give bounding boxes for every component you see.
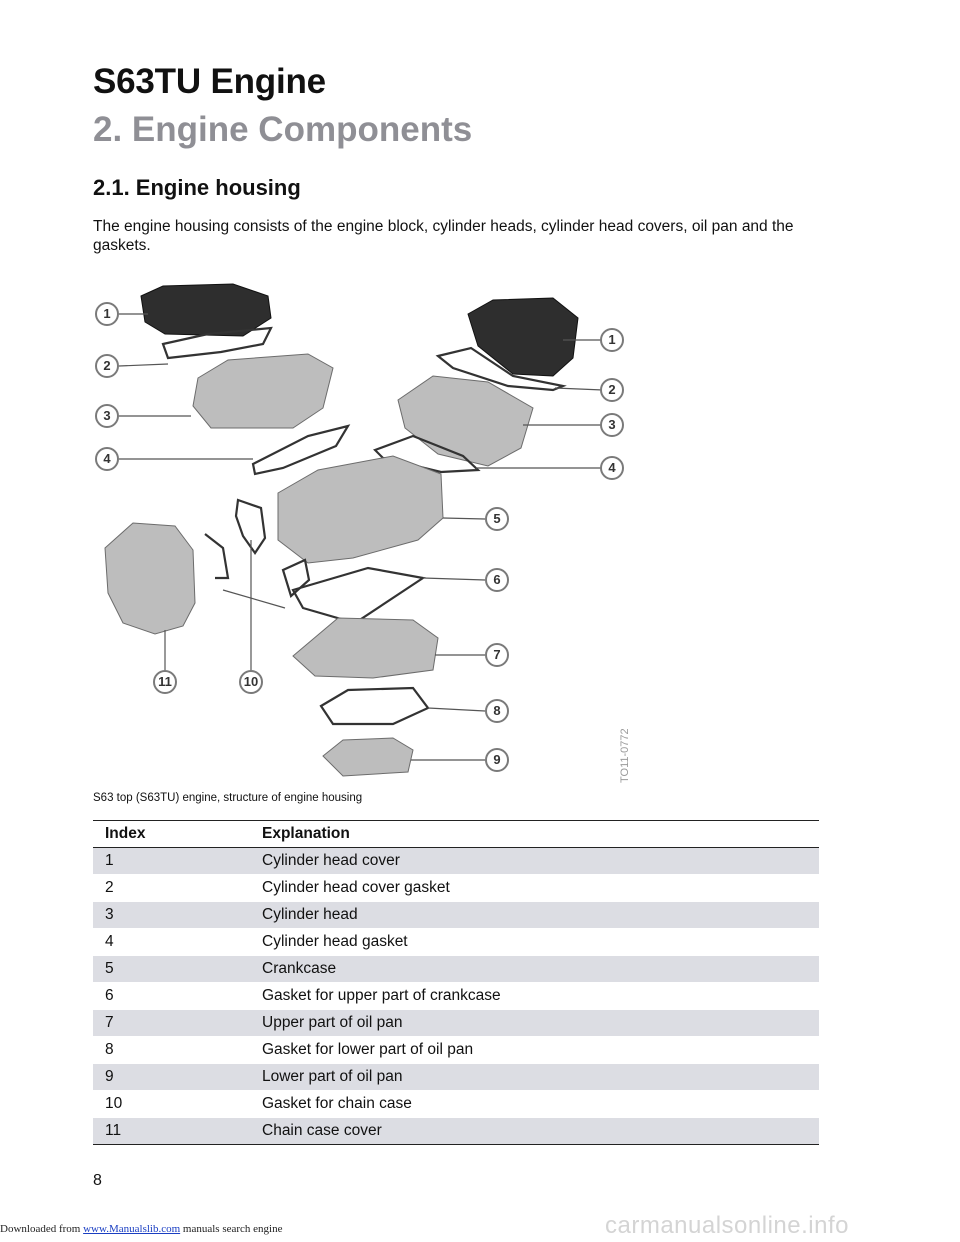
row-index: 9 bbox=[93, 1064, 250, 1091]
download-footer bbox=[0, 1223, 282, 1235]
figure-caption: S63 top (S63TU) engine, structure of engine housing bbox=[93, 792, 363, 804]
lower-oil-pan-gasket bbox=[321, 688, 428, 724]
left-cylinder-head bbox=[193, 354, 333, 428]
page-number: 8 bbox=[93, 1172, 102, 1189]
svg-text:6: 6 bbox=[493, 572, 501, 587]
row-index: 8 bbox=[93, 1037, 250, 1064]
svg-text:7: 7 bbox=[493, 647, 501, 662]
upper-crankcase-gasket bbox=[293, 568, 423, 623]
svg-text:2: 2 bbox=[103, 358, 111, 373]
row-explanation: Gasket for chain case bbox=[250, 1091, 819, 1118]
row-index: 11 bbox=[93, 1118, 250, 1145]
row-index: 3 bbox=[93, 902, 250, 929]
row-index: 5 bbox=[93, 956, 250, 983]
row-index: 2 bbox=[93, 875, 250, 902]
site-watermark: carmanualsonline.info bbox=[605, 1212, 849, 1239]
svg-text:1: 1 bbox=[103, 306, 111, 321]
row-index: 10 bbox=[93, 1091, 250, 1118]
callout-2-left bbox=[96, 355, 118, 377]
footer-suffix: manuals search engine bbox=[180, 1223, 283, 1235]
callout-9 bbox=[486, 749, 508, 771]
table-row bbox=[93, 1118, 819, 1145]
section-title: 2.1. Engine housing bbox=[93, 175, 301, 200]
legend-header-explanation: Explanation bbox=[250, 821, 819, 848]
row-explanation: Cylinder head cover gasket bbox=[250, 875, 819, 902]
row-explanation: Crankcase bbox=[250, 956, 819, 983]
chapter-title: 2. Engine Components bbox=[93, 110, 473, 149]
right-cylinder-head bbox=[398, 376, 533, 466]
row-explanation: Upper part of oil pan bbox=[250, 1010, 819, 1037]
row-index: 4 bbox=[93, 929, 250, 956]
svg-text:2: 2 bbox=[608, 382, 616, 397]
table-row bbox=[93, 929, 819, 956]
callout-6 bbox=[486, 569, 508, 591]
row-explanation: Gasket for upper part of crankcase bbox=[250, 983, 819, 1010]
svg-text:11: 11 bbox=[158, 674, 172, 689]
svg-text:9: 9 bbox=[493, 752, 501, 767]
chain-case-cover bbox=[105, 523, 195, 634]
figure-id: TO11-0772 bbox=[619, 728, 631, 783]
svg-text:4: 4 bbox=[103, 451, 111, 466]
svg-text:8: 8 bbox=[493, 703, 501, 718]
row-index: 1 bbox=[93, 848, 250, 875]
callout-1-left bbox=[96, 303, 118, 325]
table-row bbox=[93, 875, 819, 902]
row-index: 6 bbox=[93, 983, 250, 1010]
callout-4-left bbox=[96, 448, 118, 470]
legend-table bbox=[93, 820, 819, 1145]
row-index: 7 bbox=[93, 1010, 250, 1037]
svg-text:3: 3 bbox=[608, 417, 616, 432]
table-row bbox=[93, 1010, 819, 1037]
svg-text:5: 5 bbox=[493, 511, 501, 526]
legend-header-row bbox=[93, 821, 819, 848]
table-row bbox=[93, 1091, 819, 1118]
callout-11 bbox=[154, 671, 176, 693]
table-row bbox=[93, 1064, 819, 1091]
callout-8 bbox=[486, 700, 508, 722]
table-row bbox=[93, 902, 819, 929]
callout-5 bbox=[486, 508, 508, 530]
legend-header-index: Index bbox=[93, 821, 250, 848]
lower-oil-pan bbox=[323, 738, 413, 776]
row-explanation: Chain case cover bbox=[250, 1118, 819, 1145]
callout-1-right bbox=[601, 329, 623, 351]
chain-case-gasket bbox=[205, 534, 228, 578]
right-cylinder-head-cover bbox=[468, 298, 578, 376]
upper-oil-pan bbox=[293, 618, 438, 678]
chain-case-gasket-lower bbox=[283, 560, 309, 596]
table-row bbox=[93, 848, 819, 875]
callout-10 bbox=[240, 671, 262, 693]
engine-housing-exploded-diagram bbox=[93, 278, 653, 788]
svg-text:4: 4 bbox=[608, 460, 616, 475]
callout-3-left bbox=[96, 405, 118, 427]
callout-3-right bbox=[601, 414, 623, 436]
document-title: S63TU Engine bbox=[93, 62, 326, 101]
row-explanation: Cylinder head bbox=[250, 902, 819, 929]
footer-prefix: Downloaded from bbox=[0, 1223, 84, 1235]
table-row bbox=[93, 1037, 819, 1064]
callout-7 bbox=[486, 644, 508, 666]
row-explanation: Gasket for lower part of oil pan bbox=[250, 1037, 819, 1064]
manualslib-link[interactable]: www.Manualslib.com bbox=[83, 1223, 181, 1235]
left-cylinder-head-cover bbox=[141, 284, 271, 336]
row-explanation: Cylinder head gasket bbox=[250, 929, 819, 956]
svg-text:10: 10 bbox=[243, 674, 259, 689]
table-row bbox=[93, 956, 819, 983]
intro-paragraph: The engine housing consists of the engine block, cylinder heads, cylinder head covers, oil pan and the gaskets. bbox=[93, 218, 794, 254]
row-explanation: Cylinder head cover bbox=[250, 848, 819, 875]
callout-2-right bbox=[601, 379, 623, 401]
callout-4-right bbox=[601, 457, 623, 479]
svg-text:3: 3 bbox=[103, 408, 111, 423]
row-explanation: Lower part of oil pan bbox=[250, 1064, 819, 1091]
crankcase bbox=[278, 456, 443, 563]
table-row bbox=[93, 983, 819, 1010]
svg-text:1: 1 bbox=[608, 332, 616, 347]
